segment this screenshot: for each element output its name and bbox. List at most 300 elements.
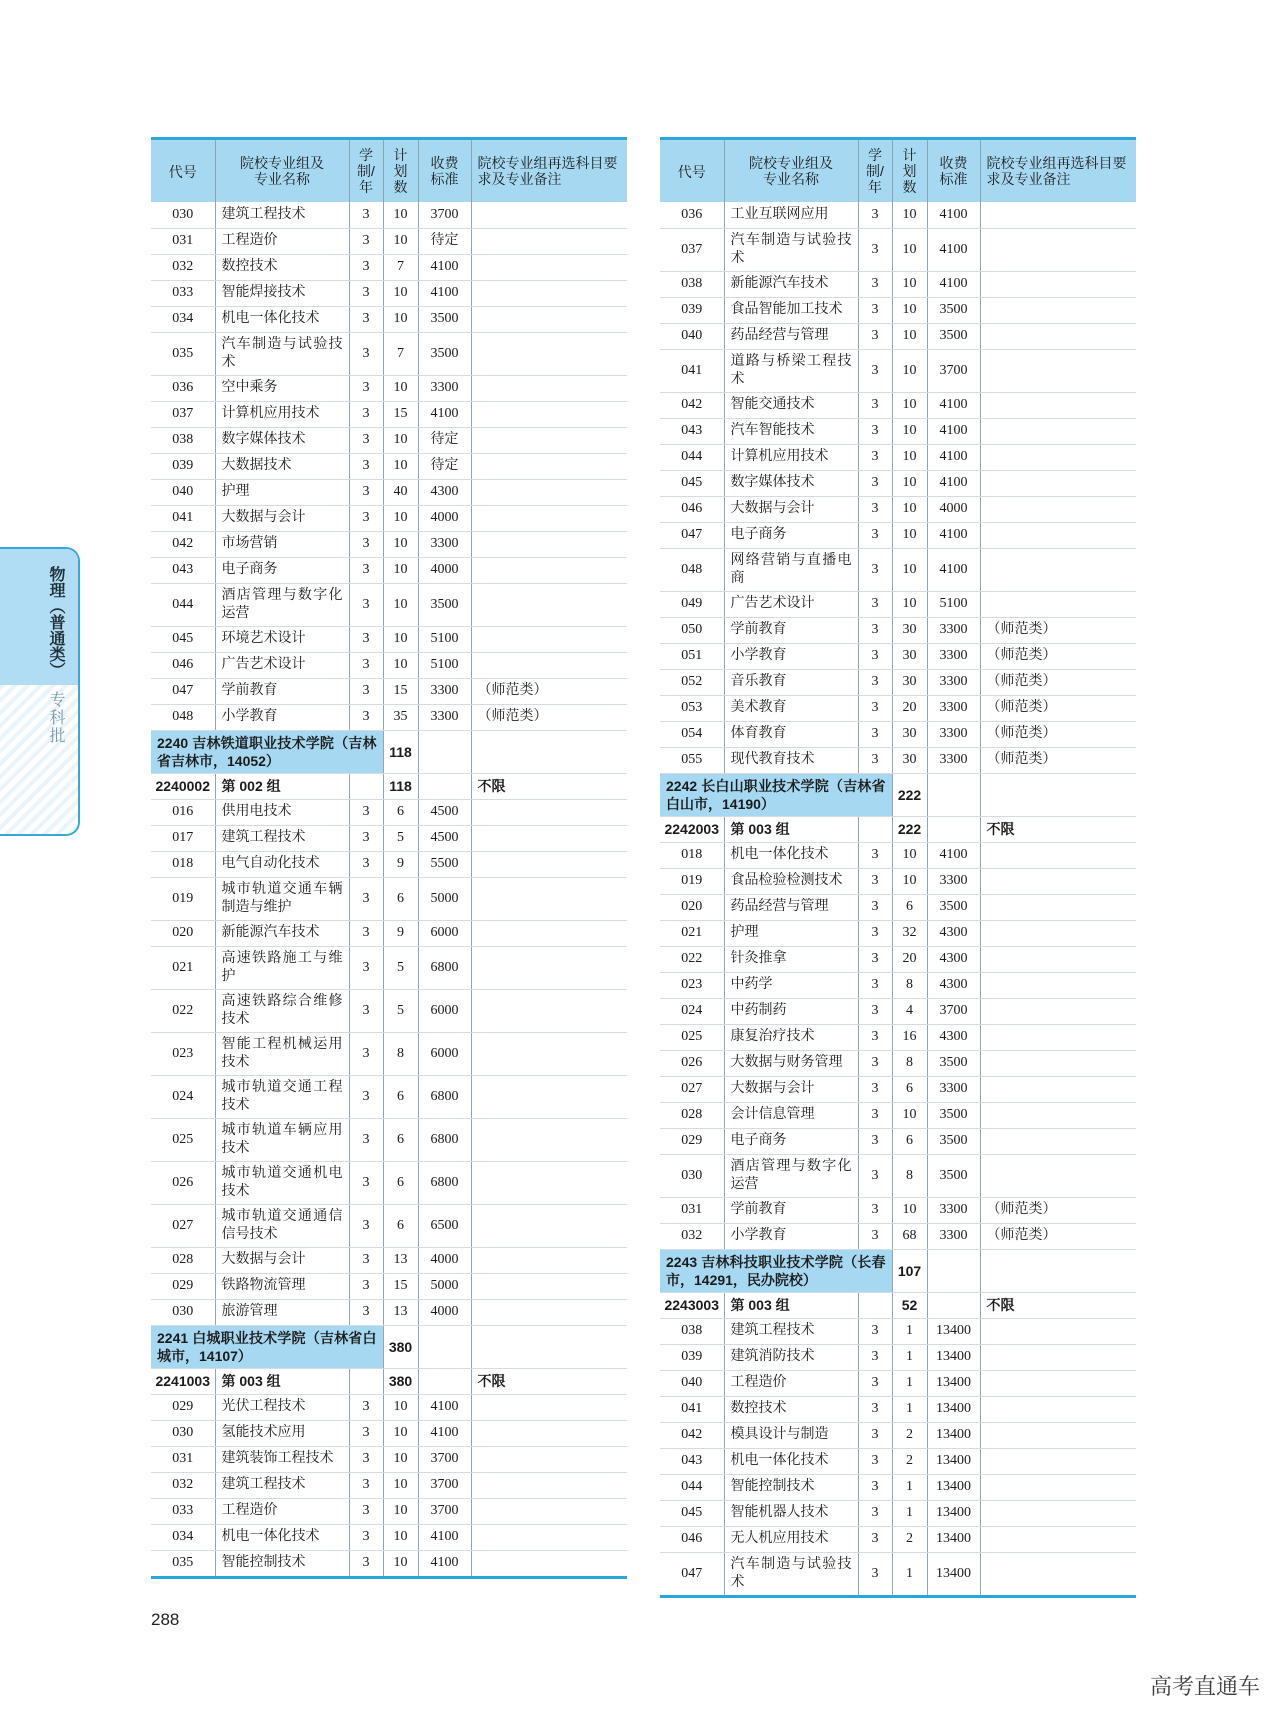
tuition-fee: 3700: [927, 998, 980, 1024]
major-row: [151, 583, 627, 626]
plan-count: 10: [383, 202, 418, 228]
major-name: 大数据与会计: [215, 505, 349, 531]
study-years: 3: [349, 1394, 383, 1420]
major-remark: （师范类）: [980, 1223, 1136, 1249]
major-code: 046: [151, 652, 215, 678]
study-years: 3: [349, 427, 383, 453]
empty-cell: [349, 1368, 383, 1394]
plan-count: 8: [383, 1032, 418, 1075]
tuition-fee: 4100: [927, 548, 980, 591]
major-row: [660, 202, 1136, 228]
study-years: 3: [349, 505, 383, 531]
major-name: 康复治疗技术: [724, 1024, 858, 1050]
major-code: 045: [151, 626, 215, 652]
major-remark: [471, 228, 627, 254]
plan-count: 35: [383, 704, 418, 730]
empty-cell: [858, 816, 892, 842]
major-code: 039: [660, 297, 724, 323]
study-years: 3: [349, 1247, 383, 1273]
major-code: 041: [660, 1396, 724, 1422]
major-code: 044: [660, 444, 724, 470]
major-row: [151, 1550, 627, 1576]
major-remark: [980, 1024, 1136, 1050]
major-code: 024: [660, 998, 724, 1024]
tuition-fee: 13400: [927, 1500, 980, 1526]
table-header-row: [660, 140, 1136, 202]
group-row: [660, 1292, 1136, 1318]
major-remark: [471, 254, 627, 280]
study-years: 3: [858, 591, 892, 617]
major-remark: [471, 1204, 627, 1247]
study-years: 3: [349, 799, 383, 825]
major-remark: [980, 1154, 1136, 1197]
tuition-fee: 13400: [927, 1422, 980, 1448]
study-years: 3: [858, 617, 892, 643]
major-code: 029: [151, 1273, 215, 1299]
major-remark: [471, 401, 627, 427]
group-subject-requirement: 不限: [980, 816, 1136, 842]
major-name: 药品经营与管理: [724, 323, 858, 349]
major-name: 新能源汽车技术: [724, 271, 858, 297]
major-name: 广告艺术设计: [215, 652, 349, 678]
tuition-fee: 4000: [927, 496, 980, 522]
school-plan-count: 107: [892, 1249, 927, 1292]
major-code: 041: [660, 349, 724, 392]
tuition-fee: 5100: [418, 652, 471, 678]
major-code: 022: [151, 989, 215, 1032]
major-remark: [471, 557, 627, 583]
tuition-fee: 4000: [418, 1247, 471, 1273]
tuition-fee: 4300: [418, 479, 471, 505]
plan-count: 5: [383, 989, 418, 1032]
school-row: [660, 1249, 1136, 1292]
study-years: 3: [349, 1273, 383, 1299]
major-remark: [471, 427, 627, 453]
study-years: 3: [349, 1075, 383, 1118]
plan-count: 10: [383, 453, 418, 479]
major-remark: [471, 1032, 627, 1075]
major-remark: [471, 375, 627, 401]
study-years: 3: [858, 349, 892, 392]
study-years: 3: [858, 444, 892, 470]
major-name: 机电一体化技术: [724, 842, 858, 868]
empty-cell: [471, 1325, 627, 1368]
tuition-fee: 13400: [927, 1370, 980, 1396]
major-remark: （师范类）: [980, 1197, 1136, 1223]
major-name: 城市轨道交通机电技术: [215, 1161, 349, 1204]
tuition-fee: 4000: [418, 505, 471, 531]
study-years: 3: [858, 548, 892, 591]
major-row: [151, 306, 627, 332]
major-row: [660, 1223, 1136, 1249]
major-row: [660, 418, 1136, 444]
major-name: 护理: [215, 479, 349, 505]
major-code: 038: [151, 427, 215, 453]
group-name: 第 003 组: [215, 1368, 349, 1394]
major-name: 小学教育: [215, 704, 349, 730]
plan-count: 7: [383, 254, 418, 280]
major-code: 034: [151, 1524, 215, 1550]
major-name: 环境艺术设计: [215, 626, 349, 652]
group-row: [151, 773, 627, 799]
tuition-fee: 4100: [927, 522, 980, 548]
major-row: [151, 1204, 627, 1247]
group-subject-requirement: 不限: [471, 1368, 627, 1394]
major-code: 027: [151, 1204, 215, 1247]
tuition-fee: 13400: [927, 1448, 980, 1474]
major-remark: [980, 894, 1136, 920]
tuition-fee: 13400: [927, 1526, 980, 1552]
study-years: 3: [349, 825, 383, 851]
major-name: 小学教育: [724, 1223, 858, 1249]
tuition-fee: 3300: [927, 1197, 980, 1223]
major-code: 055: [660, 747, 724, 773]
major-remark: [980, 349, 1136, 392]
major-remark: [980, 591, 1136, 617]
empty-cell: [980, 1249, 1136, 1292]
major-remark: （师范类）: [471, 704, 627, 730]
major-remark: [980, 998, 1136, 1024]
study-years: 3: [349, 877, 383, 920]
major-row: [660, 1102, 1136, 1128]
major-code: 017: [151, 825, 215, 851]
study-years: 3: [349, 202, 383, 228]
plan-count: 10: [892, 470, 927, 496]
study-years: 3: [349, 1472, 383, 1498]
study-years: 3: [858, 1344, 892, 1370]
tuition-fee: 4300: [927, 972, 980, 998]
study-years: 3: [349, 557, 383, 583]
tuition-fee: 3500: [927, 323, 980, 349]
major-name: 城市轨道交通车辆制造与维护: [215, 877, 349, 920]
study-years: 3: [858, 946, 892, 972]
plan-count: 9: [383, 920, 418, 946]
major-remark: [471, 1446, 627, 1472]
major-remark: [980, 1102, 1136, 1128]
study-years: 3: [349, 583, 383, 626]
major-name: 大数据与会计: [724, 1076, 858, 1102]
study-years: 3: [349, 1118, 383, 1161]
major-name: 音乐教育: [724, 669, 858, 695]
tuition-fee: 3500: [927, 1154, 980, 1197]
header-code-text: 代号: [168, 163, 197, 180]
tuition-fee: 4100: [418, 1550, 471, 1576]
plan-count: 1: [892, 1552, 927, 1595]
major-name: 体育教育: [724, 721, 858, 747]
major-name: 汽车制造与试验技术: [724, 1552, 858, 1595]
tuition-fee: 3500: [418, 332, 471, 375]
major-name: 广告艺术设计: [724, 591, 858, 617]
plan-count: 10: [892, 548, 927, 591]
study-years: 3: [858, 1526, 892, 1552]
page-number: 288: [151, 1610, 180, 1629]
plan-count: 10: [892, 591, 927, 617]
major-row: [151, 1420, 627, 1446]
tuition-fee: 6500: [418, 1204, 471, 1247]
major-code: 037: [151, 401, 215, 427]
major-name: 数控技术: [724, 1396, 858, 1422]
major-code: 038: [660, 1318, 724, 1344]
tuition-fee: 3700: [418, 1446, 471, 1472]
major-remark: [980, 297, 1136, 323]
batch-label: 专科批: [47, 691, 64, 745]
plan-count: 10: [383, 557, 418, 583]
major-row: [660, 643, 1136, 669]
major-name: 高速铁路综合维修技术: [215, 989, 349, 1032]
major-name: 智能控制技术: [215, 1550, 349, 1576]
major-code: 026: [151, 1161, 215, 1204]
study-years: 3: [858, 842, 892, 868]
plan-count: 6: [383, 799, 418, 825]
major-row: [660, 1050, 1136, 1076]
major-name: 高速铁路施工与维护: [215, 946, 349, 989]
study-years: 3: [858, 228, 892, 271]
major-row: [660, 1500, 1136, 1526]
major-remark: [471, 825, 627, 851]
major-row: [151, 1247, 627, 1273]
major-name: 电气自动化技术: [215, 851, 349, 877]
plan-count: 10: [383, 1472, 418, 1498]
major-code: 021: [660, 920, 724, 946]
tuition-fee: 5000: [418, 1273, 471, 1299]
major-row: [151, 531, 627, 557]
major-name: 建筑工程技术: [215, 825, 349, 851]
major-code: 030: [660, 1154, 724, 1197]
major-row: [151, 920, 627, 946]
major-remark: [980, 418, 1136, 444]
plan-count: 10: [892, 496, 927, 522]
major-remark: [471, 1247, 627, 1273]
plan-count: 20: [892, 946, 927, 972]
major-code: 022: [660, 946, 724, 972]
group-plan-count: 118: [383, 773, 418, 799]
major-remark: [980, 972, 1136, 998]
header-fee: [927, 140, 980, 202]
study-years: 3: [349, 920, 383, 946]
major-remark: [471, 877, 627, 920]
plan-count: 10: [383, 531, 418, 557]
plan-count: 1: [892, 1474, 927, 1500]
plan-count: 5: [383, 946, 418, 989]
major-remark: [471, 1161, 627, 1204]
major-name: 学前教育: [724, 617, 858, 643]
major-name: 护理: [724, 920, 858, 946]
header-fee-text: 收费标准: [430, 155, 459, 187]
major-remark: [471, 1524, 627, 1550]
study-years: 3: [349, 453, 383, 479]
tuition-fee: 4100: [418, 280, 471, 306]
major-row: [660, 617, 1136, 643]
plan-count: 10: [892, 349, 927, 392]
major-name: 食品检验检测技术: [724, 868, 858, 894]
study-years: 3: [858, 747, 892, 773]
major-remark: [471, 479, 627, 505]
major-code: 036: [660, 202, 724, 228]
left-table-body: [151, 202, 627, 1576]
major-name: 机电一体化技术: [724, 1448, 858, 1474]
major-remark: [471, 1299, 627, 1325]
major-name: 针灸推拿: [724, 946, 858, 972]
tuition-fee: 4100: [927, 470, 980, 496]
school-row: [151, 1325, 627, 1368]
major-name: 美术教育: [724, 695, 858, 721]
major-remark: [471, 280, 627, 306]
major-remark: （师范类）: [980, 721, 1136, 747]
major-row: [151, 877, 627, 920]
plan-count: 10: [383, 306, 418, 332]
plan-count: 10: [892, 392, 927, 418]
header-study-years-text: 学制/年: [866, 147, 884, 195]
major-row: [151, 332, 627, 375]
plan-count: 10: [892, 418, 927, 444]
major-row: [151, 1032, 627, 1075]
major-row: [660, 349, 1136, 392]
tuition-fee: 4100: [418, 1394, 471, 1420]
study-years: 3: [858, 669, 892, 695]
major-name: 学前教育: [724, 1197, 858, 1223]
header-plan-count-text: 计划数: [393, 147, 408, 195]
major-code: 040: [151, 479, 215, 505]
major-row: [151, 1075, 627, 1118]
study-years: 3: [349, 306, 383, 332]
major-name: 建筑工程技术: [215, 202, 349, 228]
group-subject-requirement: 不限: [471, 773, 627, 799]
plan-count: 6: [383, 1161, 418, 1204]
study-years: 3: [349, 1446, 383, 1472]
major-remark: [980, 1128, 1136, 1154]
plan-count: 10: [383, 375, 418, 401]
major-row: [151, 678, 627, 704]
major-name: 模具设计与制造: [724, 1422, 858, 1448]
plan-count: 10: [892, 323, 927, 349]
major-code: 032: [151, 1472, 215, 1498]
major-name: 数控技术: [215, 254, 349, 280]
study-years: 3: [349, 1550, 383, 1576]
major-code: 044: [151, 583, 215, 626]
plan-count: 13: [383, 1299, 418, 1325]
tuition-fee: 4500: [418, 799, 471, 825]
major-name: 市场营销: [215, 531, 349, 557]
major-row: [151, 1446, 627, 1472]
tuition-fee: 4000: [418, 557, 471, 583]
tuition-fee: 5000: [418, 877, 471, 920]
study-years: 3: [858, 297, 892, 323]
study-years: 3: [858, 643, 892, 669]
tuition-fee: 3700: [927, 349, 980, 392]
major-name: 酒店管理与数字化运营: [215, 583, 349, 626]
study-years: 3: [858, 496, 892, 522]
tuition-fee: 4100: [927, 271, 980, 297]
major-code: 030: [151, 1299, 215, 1325]
tuition-fee: 3300: [927, 695, 980, 721]
tuition-fee: 4100: [927, 842, 980, 868]
major-remark: [980, 842, 1136, 868]
major-row: [151, 375, 627, 401]
section-side-tab: [0, 547, 80, 836]
tuition-fee: 4100: [927, 202, 980, 228]
plan-count: 10: [383, 583, 418, 626]
major-remark: [471, 652, 627, 678]
tuition-fee: 4100: [927, 228, 980, 271]
major-name: 智能机器人技术: [724, 1500, 858, 1526]
major-row: [660, 695, 1136, 721]
tuition-fee: 4000: [418, 1299, 471, 1325]
major-remark: [980, 1344, 1136, 1370]
study-years: 3: [349, 332, 383, 375]
study-years: 3: [349, 652, 383, 678]
study-years: 3: [349, 1161, 383, 1204]
tuition-fee: 3500: [927, 1050, 980, 1076]
major-code: 021: [151, 946, 215, 989]
plan-count: 8: [892, 972, 927, 998]
header-code: [151, 140, 215, 202]
major-code: 023: [151, 1032, 215, 1075]
major-remark: [980, 1448, 1136, 1474]
plan-count: 10: [383, 505, 418, 531]
major-row: [151, 1498, 627, 1524]
tuition-fee: 4100: [418, 401, 471, 427]
major-row: [151, 479, 627, 505]
major-code: 018: [660, 842, 724, 868]
tuition-fee: 3500: [927, 1102, 980, 1128]
major-remark: [980, 1396, 1136, 1422]
plan-count: 8: [892, 1154, 927, 1197]
major-code: 025: [151, 1118, 215, 1161]
tuition-fee: 3500: [927, 894, 980, 920]
plan-count: 1: [892, 1370, 927, 1396]
header-study-years-text: 学制/年: [357, 147, 375, 195]
study-years: 3: [858, 998, 892, 1024]
group-row: [151, 1368, 627, 1394]
group-code: 2242003: [660, 816, 724, 842]
major-row: [151, 1118, 627, 1161]
study-years: 3: [349, 989, 383, 1032]
major-name: 大数据与会计: [215, 1247, 349, 1273]
tuition-fee: 3300: [418, 531, 471, 557]
major-name: 无人机应用技术: [724, 1526, 858, 1552]
major-name: 城市轨道车辆应用技术: [215, 1118, 349, 1161]
major-row: [660, 1197, 1136, 1223]
major-name: 道路与桥梁工程技术: [724, 349, 858, 392]
major-row: [151, 557, 627, 583]
plan-count: 10: [892, 297, 927, 323]
major-remark: [980, 228, 1136, 271]
major-code: 020: [151, 920, 215, 946]
major-remark: （师范类）: [471, 678, 627, 704]
major-remark: [471, 531, 627, 557]
empty-cell: [349, 773, 383, 799]
major-remark: [980, 946, 1136, 972]
study-years: 3: [858, 695, 892, 721]
study-years: 3: [349, 479, 383, 505]
header-major-name-text: 院校专业组及专业名称: [240, 155, 324, 187]
major-code: 028: [151, 1247, 215, 1273]
tuition-fee: 4300: [927, 1024, 980, 1050]
major-name: 建筑装饰工程技术: [215, 1446, 349, 1472]
major-row: [151, 1394, 627, 1420]
major-code: 042: [660, 392, 724, 418]
major-row: [151, 427, 627, 453]
major-row: [660, 1552, 1136, 1595]
major-remark: [980, 1370, 1136, 1396]
study-years: 3: [858, 1024, 892, 1050]
major-remark: [471, 1394, 627, 1420]
major-name: 智能控制技术: [724, 1474, 858, 1500]
tuition-fee: 3500: [927, 297, 980, 323]
plan-count: 15: [383, 1273, 418, 1299]
major-code: 024: [151, 1075, 215, 1118]
tuition-fee: 4100: [418, 254, 471, 280]
